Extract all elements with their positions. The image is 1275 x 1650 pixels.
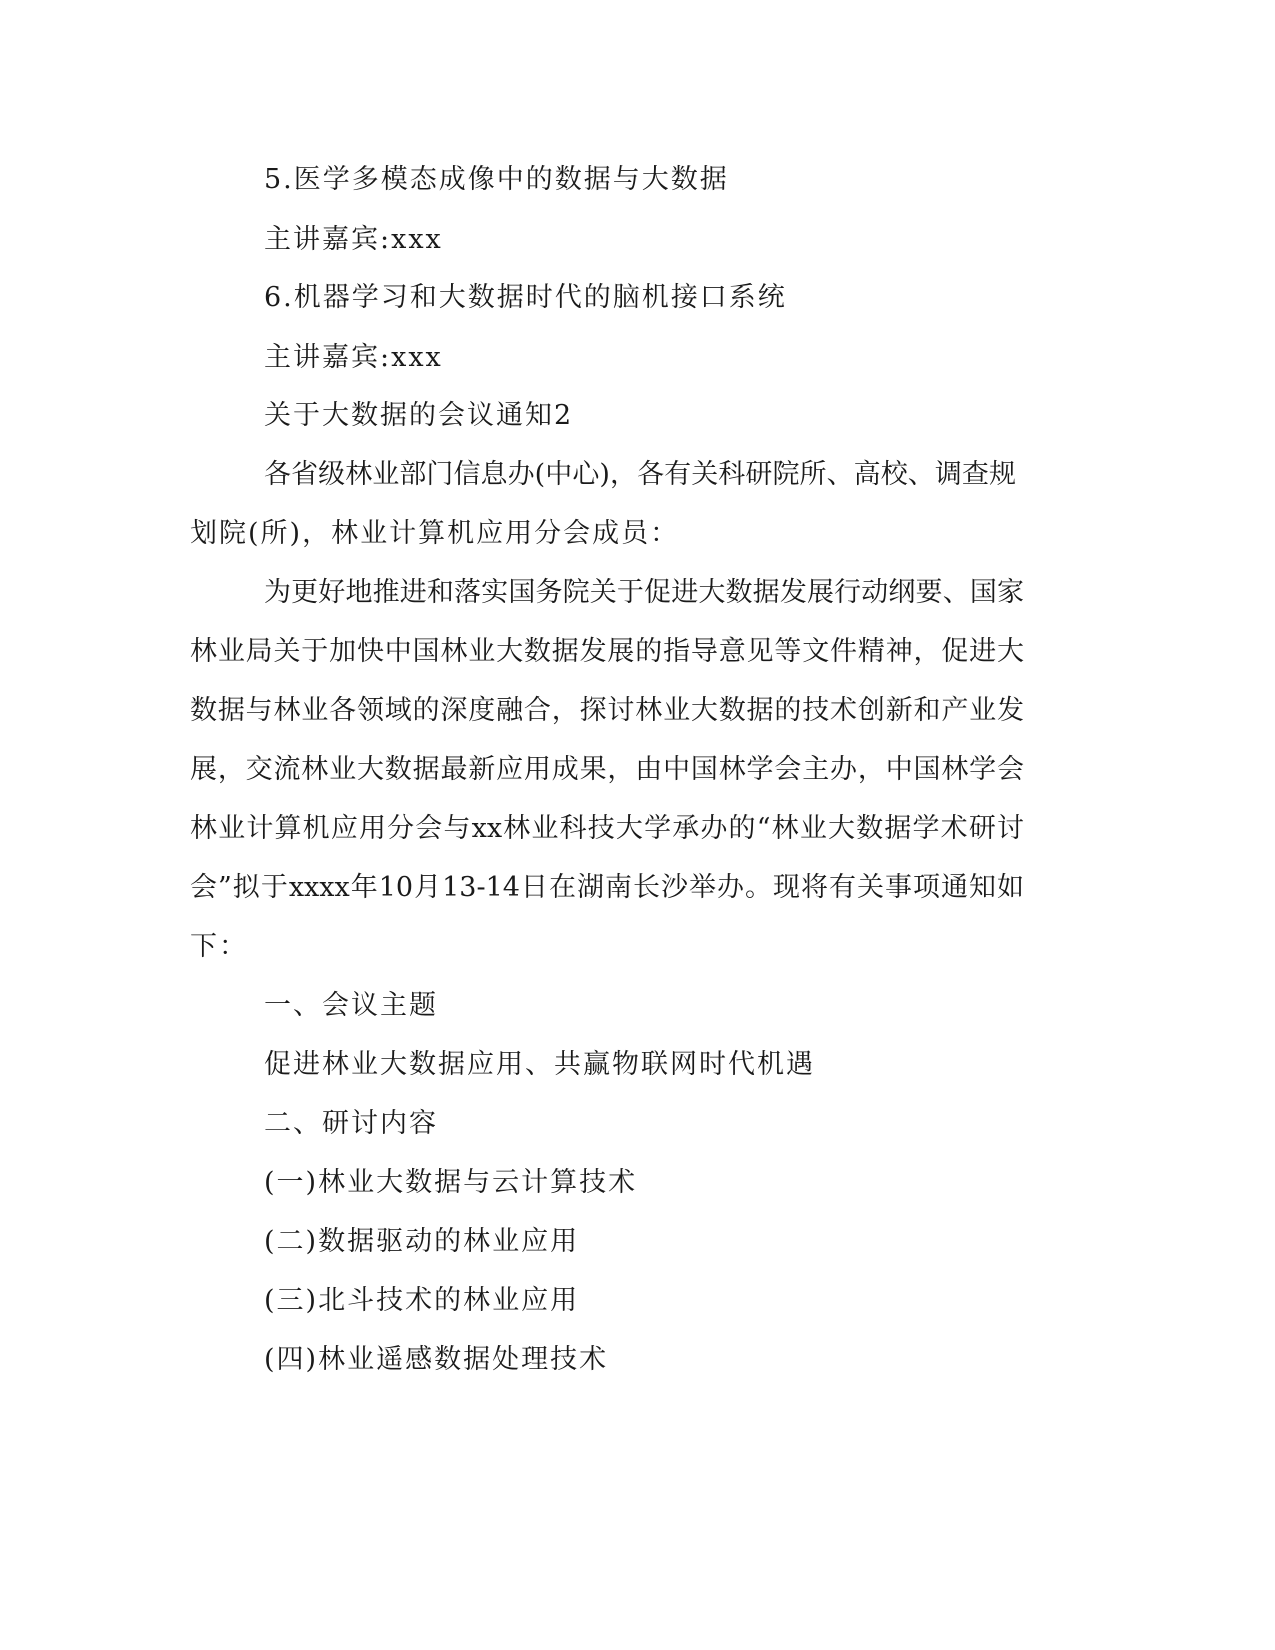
body-paragraph-line-5: 林业计算机应用分会与xx林业科技大学承办的“林业大数据学术研讨 [190,813,1024,844]
section-1-heading: 一、会议主题 [264,990,438,1021]
section-1-content: 促进林业大数据应用、共赢物联网时代机遇 [264,1049,815,1080]
body-paragraph-line-6: 会”拟于xxxx年10月13-14日在湖南长沙举办。现将有关事项通知如 [190,872,1024,903]
talk-6-title: 6.机器学习和大数据时代的脑机接口系统 [264,282,787,313]
body-paragraph-line-4: 展，交流林业大数据最新应用成果，由中国林学会主办，中国林学会 [190,754,1024,785]
notice-2-heading: 关于大数据的会议通知2 [264,400,574,431]
section-2-heading: 二、研讨内容 [264,1108,438,1139]
topic-2: (二)数据驱动的林业应用 [264,1226,580,1257]
topic-1: (一)林业大数据与云计算技术 [264,1167,638,1198]
addressee-line-2: 划院(所)，林业计算机应用分会成员： [190,518,680,549]
talk-5-speaker: 主讲嘉宾:xxx [264,224,443,255]
talk-6-speaker: 主讲嘉宾:xxx [264,342,443,373]
body-paragraph-line-1: 为更好地推进和落实国务院关于促进大数据发展行动纲要、国家 [264,577,1024,608]
topic-4: (四)林业遥感数据处理技术 [264,1344,609,1375]
body-paragraph-line-2: 林业局关于加快中国林业大数据发展的指导意见等文件精神，促进大 [190,636,1024,667]
topic-3: (三)北斗技术的林业应用 [264,1285,580,1316]
talk-5-title: 5.医学多模态成像中的数据与大数据 [264,164,729,195]
body-paragraph-line-3: 数据与林业各领域的深度融合，探讨林业大数据的技术创新和产业发 [190,695,1024,726]
addressee-line-1: 各省级林业部门信息办(中心)，各有关科研院所、高校、调查规 [264,459,1016,490]
body-paragraph-line-7: 下： [190,931,248,962]
